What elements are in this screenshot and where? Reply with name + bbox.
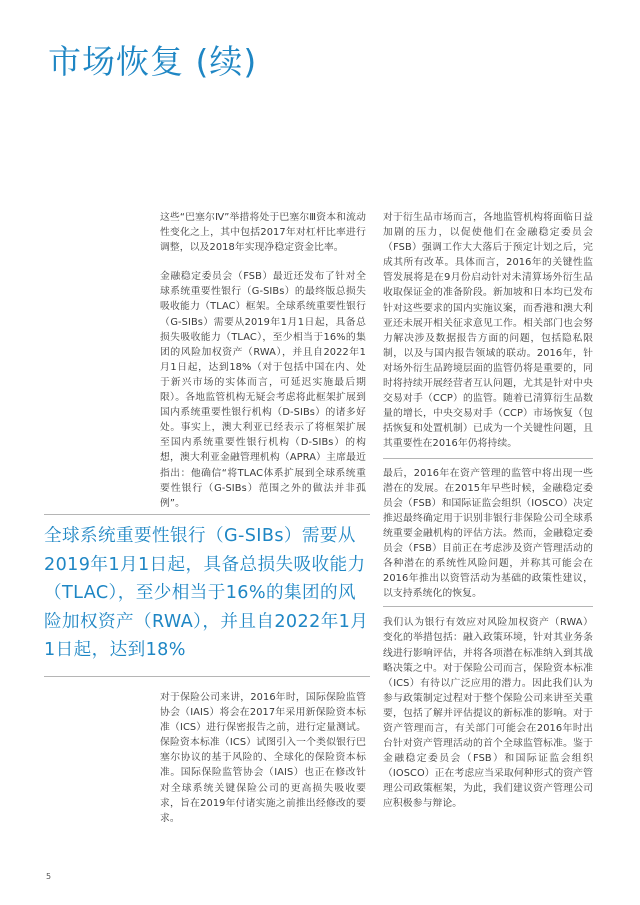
left-column [160,210,366,525]
pull-quote-bottom-rule [44,676,370,677]
left-paragraph-1: 这些“巴塞尔Ⅳ”举措将处于巴塞尔Ⅲ资本和流动性变化之上，其中包括2017年对杠杆比率进行调整，以及2018年实现净稳定资金比率。 [160,212,366,254]
right-paragraph-3: 我们认为银行有效应对风险加权资产（RWA）变化的举措包括：融入政策环境，针对其业务条线进行影响评估，并将各项潜在标准纳入到其战略决策之中。对于保险公司而言，保险资本标准（ICS）有待以广泛应用的潜力。因此我们认为参与政策制定过程对于整个保险公司来讲至关重要，包括了解并评估提议的新标准的影响。对于资产管理而言，有关部门可能会在2016年时出台针对资产管理活动的首个全球监管标准。鉴于金融稳定委员会（FSB）和国际证监会组织（IOSCO）正在考虑应当采取何种形式的资产管理公司政策框架，为此，我们建议资产管理公司应积极参与辩论。 [383,617,594,810]
left-paragraph-2: 金融稳定委员会（FSB）最近还发布了针对全球系统重要性银行（G-SIBs）的最终版总损失吸收能力（TLAC）框架。全球系统重要性银行（G-SIBs）需要从2019年1月1日起，具备总损失吸收能力（TLAC），至少相当于16%的集团的风险加权资产（RWA），并且自2022年1月1日起，达到18%（对于包括中国在内、处于新兴市场的实体而言，可延迟实施最后期限）。各地监管机构无疑会考虑将此框架扩展到国内系统重要性银行机构（D-SIBs）的诸多好处。事实上，澳大利亚已经表示了将框架扩展至国内系统重要性银行机构（D-SIBs）的构想，澳大利亚金融管理机构（APRA）主席最近指出：他确信“将TLAC体系扩展到全球系统重要性银行（G-SIBs）范围之外的做法并非孤例”。 [160,271,366,509]
pull-quote-top-rule [44,514,370,515]
right-column-rule-2 [383,606,593,607]
right-paragraph-2: 最后，2016年在资产管理的监管中将出现一些潜在的发展。在2015年早些时候，金融稳定委员会（FSB）和国际证监会组织（IOSCO）决定推迟最终确定用于识别非银行非保险公司全球系统重要金融机构的评估方法。然而，金融稳定委员会（FSB）目前正在考虑涉及资产管理活动的各种潜在的系统性风险问题，并称其可能会在2016年推出以资管活动为基础的政策性建议，以支持系统化的恢复。 [383,467,593,600]
left-column-bottom [160,690,366,840]
page-title: 市场恢复 (续) [48,42,258,81]
right-paragraph-1: 对于衍生品市场而言，各地监管机构将面临日益加剧的压力，以促使他们在金融稳定委员会（FSB）强调工作大大落后于预定计划之后，完成其所有改革。具体而言，2016年的关键性监管发展将是在9月份启动针对未清算场外衍生品收取保证金的准备阶段。新加坡和日本均已发布针对这些要求的国内实施议案，而香港和澳大利亚还未展开相关征求意见工作。相关部门也会努力解决涉及数据报告方面的问题，包括隐私限制，以及与国内报告领域的联动。2016年，针对场外衍生品跨境层面的监管仍将是重要的，同时将持续开展经营者互认问题，尤其是针对中央交易对手（CCP）的监管。随着已清算衍生品数量的增长，中央交易对手（CCP）市场恢复（包括恢复和处置机制）已成为一个关键性问题，且其重要性在2016年仍将持续。 [383,212,593,450]
page-number: 5 [46,872,52,881]
left-bottom-paragraph-1: 对于保险公司来讲，2016年时，国际保险监管协会（IAIS）将会在2017年采用新保险资本标准（ICS）进行保密报告之前，进行定量测试。保险资本标准（ICS）试图引入一个类似银行巴塞尔协议的基于风险的、全球化的保险资本标准。国际保险监管协会（IAIS）也正在修改针对全球系统关键保险公司的更高损失吸收要求，旨在2019年付诸实施之前推出经修改的要求。 [160,692,366,824]
right-column [383,210,593,826]
pull-quote: 全球系统重要性银行（G-SIBs）需要从2019年1月1日起，具备总损失吸收能力（TLAC），至少相当于16%的集团的风险加权资产（RWA），并且自2022年1月1日起，达到18% [44,526,369,660]
right-column-rule-1 [383,458,593,459]
